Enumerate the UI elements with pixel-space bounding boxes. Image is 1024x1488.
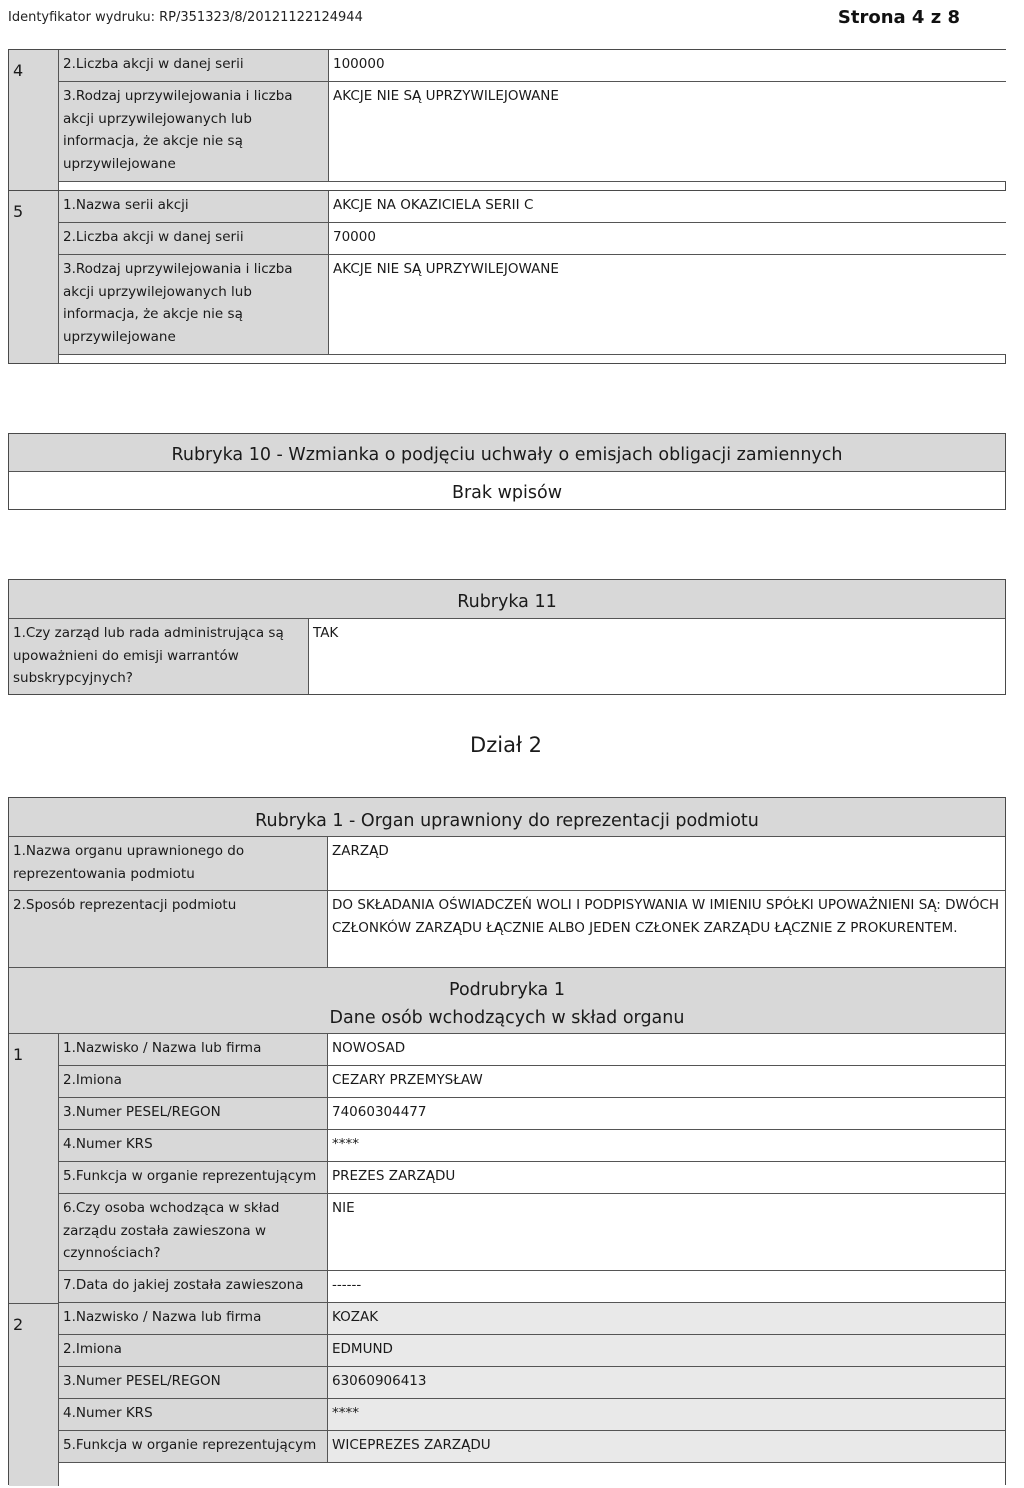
row-value: ZARZĄD: [328, 837, 1005, 891]
row-label: 5.Funkcja w organie reprezentującym: [59, 1431, 328, 1463]
row-label: 3.Rodzaj uprzywilejowania i liczba akcji uprzywilejowanych lub informacja, że akcje nie są uprzywilejowane: [59, 255, 329, 355]
row-label: 2.Liczba akcji w danej serii: [59, 223, 329, 255]
row-label: 1.Nazwisko / Nazwa lub firma: [59, 1303, 328, 1335]
row-label: 3.Rodzaj uprzywilejowania i liczba akcji uprzywilejowanych lub informacja, że akcje nie są uprzywilejowane: [59, 82, 329, 182]
section-title: Rubryka 11: [457, 592, 557, 612]
row-label: 1.Nazwa organu uprawnionego do reprezentowania podmiotu: [9, 837, 328, 891]
row-label: 1.Czy zarząd lub rada administrująca są upoważnieni do emisji warrantów subskrypcyjnych?: [9, 619, 309, 694]
series-block-4: [8, 49, 1006, 191]
rubryka-10-header: [9, 434, 1005, 472]
row-label: 2.Sposób reprezentacji podmiotu: [9, 891, 328, 968]
row-value: TAK: [309, 619, 1005, 694]
row-value: DO SKŁADANIA OŚWIADCZEŃ WOLI I PODPISYWANIA W IMIENIU SPÓŁKI UPOWAŻNIENI SĄ: DWÓCH CZŁONKÓW ZARZĄDU ŁĄCZNIE ALBO JEDEN CZŁONEK ZARZĄDU ŁĄCZNIE Z PROKURENTEM.: [328, 891, 1005, 968]
subsection-title: Podrubryka 1: [449, 980, 565, 1000]
row-value: 63060906413: [328, 1367, 1005, 1399]
row-value: ****: [328, 1399, 1005, 1431]
row-label: 6.Czy osoba wchodząca w skład zarządu została zawieszona w czynnościach?: [59, 1194, 328, 1271]
rubryka-1-header: [9, 798, 1005, 837]
row-label: 4.Numer KRS: [59, 1399, 328, 1431]
row-label: 2.Imiona: [59, 1066, 328, 1098]
rubryka-11-header: [9, 580, 1005, 619]
section-title: Rubryka 1 - Organ uprawniony do reprezentacji podmiotu: [255, 811, 759, 831]
row-label: 2.Imiona: [59, 1335, 328, 1367]
row-label: 1.Nazwa serii akcji: [59, 191, 329, 223]
row-value: CEZARY PRZEMYSŁAW: [328, 1066, 1005, 1098]
row-value: 100000: [329, 50, 1006, 82]
row-value: KOZAK: [328, 1303, 1005, 1335]
row-value: 74060304477: [328, 1098, 1005, 1130]
person-index: 2: [9, 1303, 59, 1486]
row-value: 70000: [329, 223, 1006, 255]
person-index: 1: [9, 1034, 59, 1303]
row-value: ****: [328, 1130, 1005, 1162]
row-value: AKCJE NA OKAZICIELA SERII C: [329, 191, 1006, 223]
row-label: 7.Data do jakiej została zawieszona: [59, 1271, 328, 1303]
row-label: 4.Numer KRS: [59, 1130, 328, 1162]
page-number: Strona 4 z 8: [837, 7, 960, 28]
row-value: NIE: [328, 1194, 1005, 1271]
row-value: ------: [328, 1271, 1005, 1303]
rubryka-11: [8, 579, 1006, 695]
rubryka-1: [8, 797, 1006, 1485]
row-value: WICEPREZES ZARZĄDU: [328, 1431, 1005, 1463]
row-label: 3.Numer PESEL/REGON: [59, 1367, 328, 1399]
section-heading: Dział 2: [470, 733, 542, 757]
row-value: EDMUND: [328, 1335, 1005, 1367]
print-identifier: Identyfikator wydruku: RP/351323/8/20121122124944: [8, 10, 363, 25]
row-label: 3.Numer PESEL/REGON: [59, 1098, 328, 1130]
series-index: 4: [9, 50, 59, 192]
row-label: 1.Nazwisko / Nazwa lub firma: [59, 1034, 328, 1066]
no-entries-text: Brak wpisów: [451, 483, 563, 503]
series-block-5: [8, 190, 1006, 364]
series-index: 5: [9, 191, 59, 363]
row-label: 2.Liczba akcji w danej serii: [59, 50, 329, 82]
section-title: Rubryka 10 - Wzmianka o podjęciu uchwały o emisjach obligacji zamiennych: [171, 445, 843, 465]
row-value: AKCJE NIE SĄ UPRZYWILEJOWANE: [329, 82, 1006, 182]
rubryka-10: [8, 433, 1006, 510]
row-value: NOWOSAD: [328, 1034, 1005, 1066]
row-value: PREZES ZARZĄDU: [328, 1162, 1005, 1194]
row-label: 5.Funkcja w organie reprezentującym: [59, 1162, 328, 1194]
row-value: AKCJE NIE SĄ UPRZYWILEJOWANE: [329, 255, 1006, 355]
subsection-header: [9, 968, 1005, 1034]
subsection-subtitle: Dane osób wchodzących w skład organu: [329, 1008, 685, 1028]
